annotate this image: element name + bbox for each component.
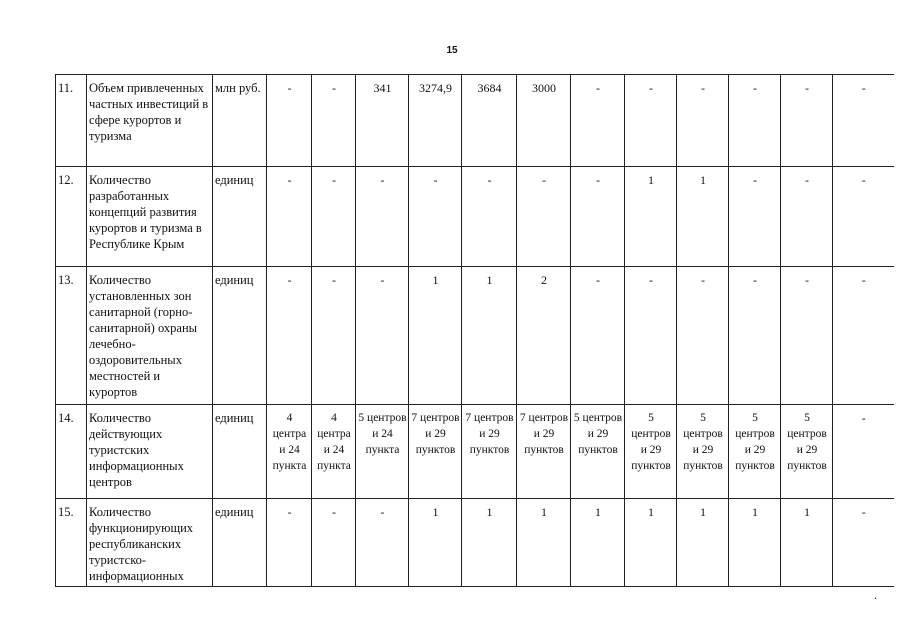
indicator-name: Объем привлеченных частных инвестиций в сфере курортов и туризма	[87, 75, 213, 167]
value-cell: -	[833, 75, 894, 167]
value-cell: 341	[356, 75, 409, 167]
value-cell: -	[781, 167, 833, 267]
indicator-name: Количество разработанных концепций развития курортов и туризма в Республике Крым	[87, 167, 213, 267]
indicator-name: Количество установленных зон санитарной (горно-санитарной) охраны лечебно-оздоровительных местностей и курортов	[87, 267, 213, 405]
value-cell: 1	[677, 167, 729, 267]
value-cell: 1	[571, 499, 625, 587]
indicator-name: Количество действующих туристских информационных центров	[87, 405, 213, 499]
row-number: 13.	[56, 267, 87, 405]
value-cell: 2	[517, 267, 571, 405]
value-cell: 1	[409, 499, 462, 587]
table-row	[56, 75, 894, 167]
value-cell: 1	[462, 267, 517, 405]
value-cell: -	[833, 499, 894, 587]
value-cell: 4 центра и 24 пункта	[312, 405, 356, 499]
value-cell: -	[833, 267, 894, 405]
stray-mark: .	[874, 588, 877, 602]
value-cell: 3684	[462, 75, 517, 167]
value-cell: 5 центров и 24 пункта	[356, 405, 409, 499]
table-row	[56, 167, 894, 267]
value-cell: 1	[729, 499, 781, 587]
value-cell: 7 центров и 29 пунктов	[409, 405, 462, 499]
value-cell: -	[356, 499, 409, 587]
value-cell: -	[833, 167, 894, 267]
row-number: 12.	[56, 167, 87, 267]
value-cell: -	[312, 499, 356, 587]
table-row	[56, 267, 894, 405]
value-cell: -	[517, 167, 571, 267]
value-cell: -	[729, 267, 781, 405]
value-cell: 5 центров и 29 пунктов	[625, 405, 677, 499]
unit-cell: единиц	[213, 405, 267, 499]
value-cell: 1	[462, 499, 517, 587]
value-cell: 1	[677, 499, 729, 587]
value-cell: -	[729, 75, 781, 167]
value-cell: 5 центров и 29 пунктов	[781, 405, 833, 499]
page-number: 15	[446, 45, 458, 56]
value-cell: -	[571, 75, 625, 167]
unit-cell: млн руб.	[213, 75, 267, 167]
unit-cell: единиц	[213, 499, 267, 587]
table-body	[56, 75, 894, 587]
unit-cell: единиц	[213, 267, 267, 405]
value-cell: 1	[517, 499, 571, 587]
value-cell: -	[312, 75, 356, 167]
value-cell: -	[312, 167, 356, 267]
value-cell: -	[267, 499, 312, 587]
value-cell: -	[267, 167, 312, 267]
value-cell: -	[625, 267, 677, 405]
value-cell: 1	[409, 267, 462, 405]
value-cell: 3274,9	[409, 75, 462, 167]
table-row	[56, 499, 894, 587]
value-cell: -	[312, 267, 356, 405]
indicator-name: Количество функционирующих республиканских туристско-информационных	[87, 499, 213, 587]
value-cell: 7 центров и 29 пунктов	[462, 405, 517, 499]
value-cell: 4 центра и 24 пункта	[267, 405, 312, 499]
value-cell: -	[781, 75, 833, 167]
value-cell: -	[677, 267, 729, 405]
value-cell: -	[571, 267, 625, 405]
value-cell: -	[462, 167, 517, 267]
value-cell: -	[781, 267, 833, 405]
row-number: 15.	[56, 499, 87, 587]
value-cell: -	[677, 75, 729, 167]
table-row	[56, 405, 894, 499]
value-cell: 5 центров и 29 пунктов	[571, 405, 625, 499]
value-cell: -	[409, 167, 462, 267]
value-cell: 7 центров и 29 пунктов	[517, 405, 571, 499]
value-cell: 1	[625, 499, 677, 587]
value-cell: -	[729, 167, 781, 267]
value-cell: 5 центров и 29 пунктов	[729, 405, 781, 499]
value-cell: -	[625, 75, 677, 167]
value-cell: 1	[625, 167, 677, 267]
value-cell: -	[267, 267, 312, 405]
value-cell: -	[267, 75, 312, 167]
value-cell: 3000	[517, 75, 571, 167]
value-cell: 1	[781, 499, 833, 587]
row-number: 11.	[56, 75, 87, 167]
row-number: 14.	[56, 405, 87, 499]
value-cell: -	[356, 167, 409, 267]
value-cell: -	[356, 267, 409, 405]
value-cell: -	[571, 167, 625, 267]
unit-cell: единиц	[213, 167, 267, 267]
value-cell: 5 центров и 29 пунктов	[677, 405, 729, 499]
value-cell: -	[833, 405, 894, 499]
indicators-table	[55, 74, 894, 587]
